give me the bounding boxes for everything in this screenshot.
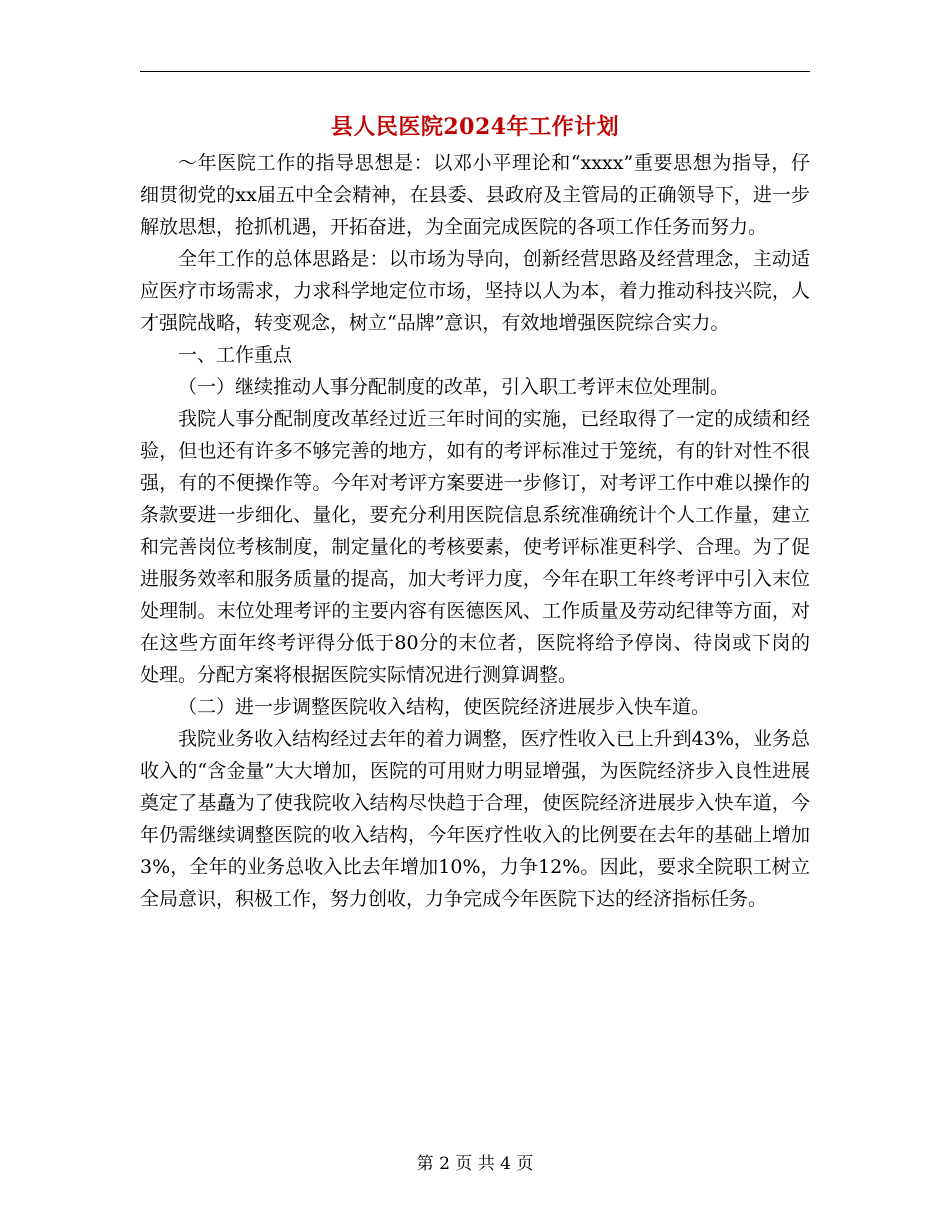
- subheading-income-structure: （二）进一步调整医院收入结构，使医院经济进展步入快车道。: [178, 696, 711, 718]
- paragraph-income-structure: 我院业务收入结构经过去年的着力调整，医疗性收入已上升到43%，业务总收入的“含金量”大大增加，医院的可用财力明显增强，为医院经济步入良性进展奠定了基矗为了使我院收入结构尽快趋于合理，使医院经济进展步入快车道，今年仍需继续调整医院的收入结构，今年医疗性收入的比例要在去年的基础上增加3%，全年的业务总收入比去年增加10%，力争12%。因此，要求全院职工树立全局意识，积极工作，努力创收，力争完成今年医院下达的经济指标任务。: [140, 728, 810, 910]
- paragraph-overall-approach: 全年工作的总体思路是：以市场为导向，创新经营思路及经营理念，主动适应医疗市场需求，力求科学地定位市场，坚持以人为本，着力推动科技兴院，人才强院战略，转变观念，树立“品牌”意识，有效地增强医院综合实力。: [140, 248, 810, 334]
- document-title: 县人民医院2024年工作计划: [330, 114, 620, 140]
- paragraph-personnel-reform: 我院人事分配制度改革经过近三年时间的实施，已经取得了一定的成绩和经验，但也还有许多不够完善的地方，如有的考评标准过于笼统，有的针对性不很强，有的不便操作等。今年对考评方案要进一步修订，对考评工作中难以操作的条款要进一步细化、量化，要充分利用医院信息系统准确统计个人工作量，建立和完善岗位考核制度，制定量化的考核要素，使考评标准更科学、合理。为了促进服务效率和服务质量的提高，加大考评力度，今年在职工年终考评中引入末位处理制。末位处理考评的主要内容有医德医风、工作质量及劳动纪律等方面，对在这些方面年终考评得分低于80分的末位者，医院将给予停岗、待岗或下岗的处理。分配方案将根据医院实际情况进行测算调整。: [140, 408, 810, 686]
- header-rule: [140, 71, 810, 72]
- paragraph-guiding-ideology: ～年医院工作的指导思想是：以邓小平理论和“xxxx”重要思想为指导，仔细贯彻党的xx届五中全会精神，在县委、县政府及主管局的正确领导下，进一步解放思想，抢抓机遇，开拓奋进，为全面完成医院的各项工作任务而努力。: [140, 152, 810, 238]
- subheading-personnel-reform: （一）继续推动人事分配制度的改革，引入职工考评末位处理制。: [178, 376, 730, 398]
- document-body: [140, 147, 810, 915]
- page-number: 第 2 页 共 4 页: [416, 1154, 534, 1174]
- section-heading-work-focus: 一、工作重点: [178, 344, 293, 366]
